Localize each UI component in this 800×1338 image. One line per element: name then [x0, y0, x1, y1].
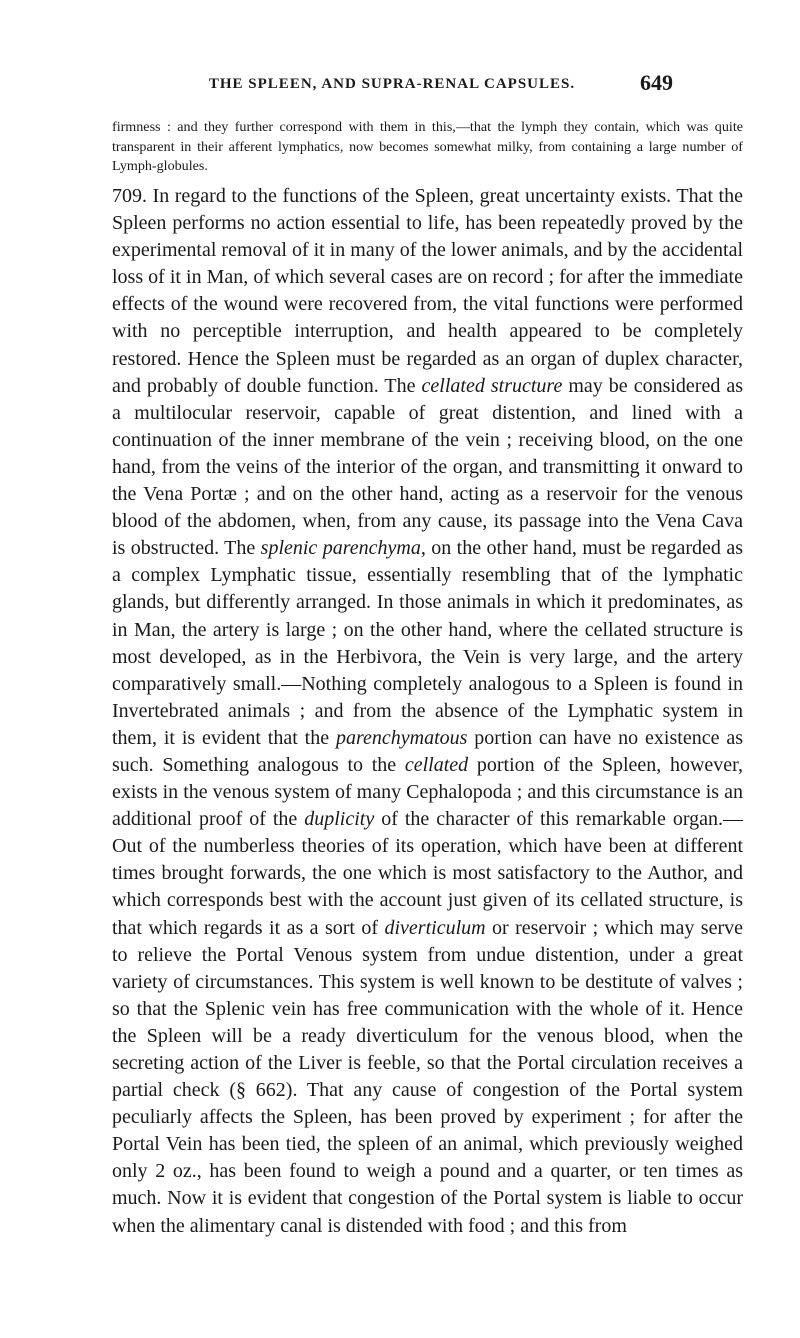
running-title: THE SPLEEN, AND SUPRA-RENAL CAPSULES.	[208, 76, 576, 92]
text-run: of the character of this remarkable organ.—Out of the numberless theories of its operation, which have been at different times brought forwards, the one which is most satisfactory to the Author, and which corresponds best with the account just given of its cellated structure, is that which regards it as a sort of	[112, 808, 743, 939]
italic-term-cellated: cellated	[404, 753, 469, 776]
text-run: In regard to the functions of the Spleen, great uncertainty exists. That the Spleen performs no action essential to life, has been repeatedly proved by the experimental removal of it in many of the lower animals, and by the accidental loss of it in Man, of which several cases are on record ; for after the immediate effects of the wound were recovered from, the vital functions were performed with no perceptible interruption, and health appeared to be completely restored. Hence the Spleen must be regarded as an organ of duplex character, and probably of double function. The	[112, 185, 743, 397]
text-run: portion of the Spleen, however, exists in the venous system of many Cephalopoda ; and this circumstance is an additional proof of the	[112, 753, 743, 831]
section-number: 709.	[112, 185, 147, 207]
section-709-paragraph	[112, 183, 743, 1240]
continuation-paragraph: firmness : and they further correspond with them in this,—that the lymph they contain, which was quite transparent in their afferent lymphatics, now becomes somewhat milky, from containing a large number of Lymph-globules.	[112, 119, 743, 174]
italic-term-splenic-parenchyma: splenic parenchyma,	[260, 537, 426, 560]
text-run: or reservoir ; which may serve to relieve the Portal Venous system from undue distention, under a great variety of circumstances. This system is well known to be destitute of valves ; so that the Splenic vein has free communication with the whole of it. Hence the Spleen will be a ready diverticulum for the venous blood, when the secreting action of the Liver is feeble, so that the Portal circulation receives a partial check (§ 662). That any cause of congestion of the Portal system peculiarly affects the Spleen, has been proved by experiment ; for after the Portal Vein has been tied, the spleen of an animal, which previously weighed only 2 oz., has been found to weigh a pound and a quarter, or ten times as much. Now it is evident that congestion of the Portal system is liable to occur when the alimentary canal is distended with food ; and this from	[112, 916, 743, 1237]
text-run: portion can have no existence as such. Something analogous to the	[112, 726, 743, 776]
text-run: on the other hand, must be regarded as a complex Lymphatic tissue, essentially resembling that of the lymphatic glands, but differently arranged. In those animals in which it predominates, as in Man, the artery is large ; on the other hand, where the cellated structure is most developed, as in the Herbivora, the Vein is very large, and the artery comparatively small.—Nothing completely analogous to a Spleen is found in Invertebrated animals ; and from the absence of the Lymphatic system in them, it is evident that the	[112, 537, 743, 749]
italic-term-diverticulum: diverticulum	[384, 916, 486, 939]
text-run: may be considered as a multilocular reservoir, capable of great distention, and lined with a continuation of the inner membrane of the vein ; receiving blood, on the one hand, from the veins of the interior of the organ, and transmitting it onward to the Vena Portæ ; and on the other hand, acting as a reservoir for the venous blood of the abdomen, when, from any cause, its passage into the Vena Cava is obstructed. The	[112, 374, 744, 560]
italic-term-parenchymatous: parenchymatous	[335, 726, 468, 749]
italic-term-duplicity: duplicity	[304, 808, 375, 831]
italic-term-cellated-structure: cellated structure	[421, 374, 563, 397]
page-number: 649	[640, 70, 673, 95]
